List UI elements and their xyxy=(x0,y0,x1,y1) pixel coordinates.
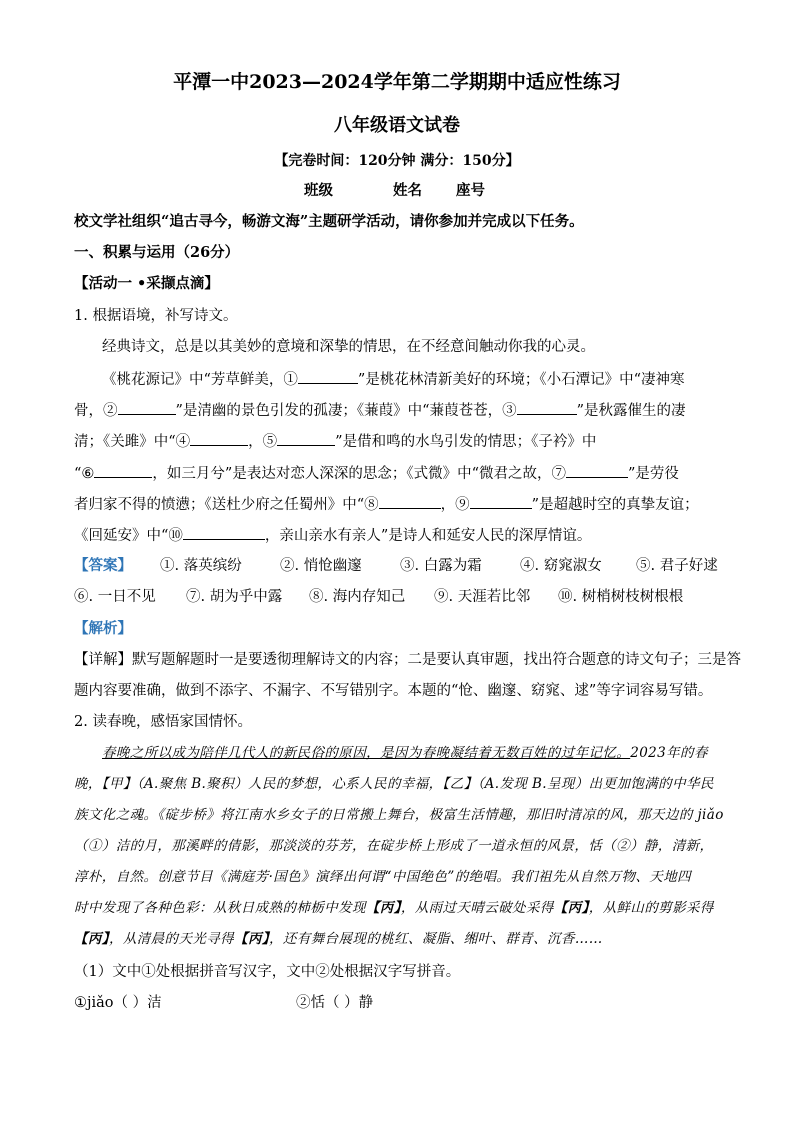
blank-5[interactable] xyxy=(277,430,335,446)
blank-2[interactable] xyxy=(118,399,176,415)
answer-row-1 xyxy=(74,556,722,576)
answer-item: ⑤. 君子好逑 xyxy=(636,558,718,574)
answer-item: ②. 悄怆幽邃 xyxy=(280,558,362,574)
blank-3[interactable] xyxy=(517,399,577,415)
detail-line-2: 题内容要准确，做到不添字、不漏字、不写错别字。本题的“怆、幽邃、窈窕、逑”等字词容易写错。 xyxy=(74,683,713,699)
answer-item: ⑩. 树梢树枝树根根 xyxy=(558,589,684,605)
blank-4[interactable] xyxy=(190,430,248,446)
blank-1[interactable] xyxy=(298,368,358,384)
question-1-paragraph: 经典诗文，总是以其美妙的意境和深挚的情思，在不经意间触动你我的心灵。 xyxy=(102,339,595,355)
passage-line-3: 族文化之魂。《碇步桥》将江南水乡女子的日常搬上舞台，极富生活情趣，那旧时清凉的风，那天边的 jiǎo xyxy=(74,807,724,823)
answer-item: ⑨. 天涯若比邻 xyxy=(434,589,531,605)
question-1-line-4: “⑥ ，如三月兮”是表达对恋人深深的思念；《式微》中“微君之故，⑦ ”是劳役 xyxy=(74,462,722,484)
passage-line-4: （①）洁的月，那溪畔的倩影，那淡淡的芬芳，在碇步桥上形成了一道永恒的风景，恬（②）静，清新， xyxy=(74,838,714,854)
time-info: 【完卷时间：120分钟 满分：150分】 xyxy=(274,153,520,169)
blank-7[interactable] xyxy=(566,462,628,478)
question-1-line-5: 者归家不得的愤懑；《送杜少府之任蜀州》中“⑧ ，⑨ ”是超越时空的真挚友谊； xyxy=(74,493,722,515)
passage-line-7: 【丙】，从清晨的天光寻得【丙】，还有舞台展现的桃红、凝脂、缃叶、群青、沉香…… xyxy=(74,931,603,947)
blank-8[interactable] xyxy=(379,493,441,509)
question-2-stem: 2. 读春晚，感悟家国情怀。 xyxy=(74,714,252,730)
analysis-label: 【解析】 xyxy=(74,620,132,637)
intro-text: 校文学社组织“追古寻今，畅游文海”主题研学活动，请你参加并完成以下任务。 xyxy=(74,213,584,230)
section-heading: 一、积累与运用（26分） xyxy=(74,244,240,261)
pinyin-blank[interactable]: ①jiǎo（ ）洁 xyxy=(74,995,162,1011)
question-2-blanks xyxy=(74,993,722,1013)
answer-item: ③. 白露为霜 xyxy=(400,558,482,574)
answer-label: 【答案】 xyxy=(74,557,132,574)
passage-line-5: 淳朴，自然。创意节目《满庭芳·国色》演绎出何谓“中国绝色”的绝唱。我们祖先从自然万物、天地四 xyxy=(74,869,691,885)
activity-heading: 【活动一 •采撷点滴】 xyxy=(74,275,219,292)
class-label: 班级 xyxy=(304,182,333,199)
answer-item: ⑧. 海内存知己 xyxy=(309,589,406,605)
blank-6[interactable] xyxy=(94,462,152,478)
answer-item: ⑥. 一日不见 xyxy=(74,589,156,605)
answer-item: ⑦. 胡为乎中露 xyxy=(186,589,283,605)
detail-line-1: 【详解】默写题解题时一是要透彻理解诗文的内容；二是要认真审题，找出符合题意的诗文句子；三是答 xyxy=(74,652,741,668)
passage-line-6: 时中发现了各种色彩：从秋日成熟的柿栃中发现【丙】，从雨过天晴云破处采得【丙】，从鲜山的剪影采得 xyxy=(74,900,714,916)
exam-subtitle: 八年级语文试卷 xyxy=(334,115,460,136)
exam-title: 平潭一中2023—2024学年第二学期期中适应性练习 xyxy=(173,71,621,93)
blank-10[interactable] xyxy=(183,524,265,540)
passage-line-1: 春晚之所以成为陪伴几代人的新民俗的原因，是因为春晚凝结着无数百姓的过年记忆。2023年的春 xyxy=(102,745,708,761)
name-label: 姓名 xyxy=(393,182,422,199)
question-2-sub-1: （1）文中①处根据拼音写汉字，文中②处根据汉字写拼音。 xyxy=(74,964,461,980)
answer-item: ①. 落英缤纷 xyxy=(160,558,242,574)
hanzi-blank[interactable]: ②恬（ ）静 xyxy=(296,995,374,1011)
question-1-line-1: 《桃花源记》中“芳草鲜美，① ”是桃花林清新美好的环境；《小石潭记》中“凄神寒 xyxy=(74,368,722,390)
answer-item: ④. 窈窕淑女 xyxy=(520,558,602,574)
question-1-line-6: 《回延安》中“⑩ ，亲山亲水有亲人”是诗人和延安人民的深厚情谊。 xyxy=(74,524,722,546)
seat-label: 座号 xyxy=(456,182,485,199)
question-1-line-2: 骨，② ”是清幽的景色引发的孤凄；《蒹葭》中“蒹葭苍苍，③ ”是秋露催生的凄 xyxy=(74,399,722,421)
blank-9[interactable] xyxy=(470,493,532,509)
question-1-stem: 1. 根据语境，补写诗文。 xyxy=(74,308,238,324)
passage-line-2: 晚，【甲】（A.聚焦 B.聚积）人民的梦想，心系人民的幸福，【乙】（A.发现 B.呈现）出更加饱满的中华民 xyxy=(74,776,714,792)
question-1-line-3: 清；《关雎》中“④ ，⑤ ”是借和鸣的水鸟引发的情思；《子衿》中 xyxy=(74,430,722,452)
